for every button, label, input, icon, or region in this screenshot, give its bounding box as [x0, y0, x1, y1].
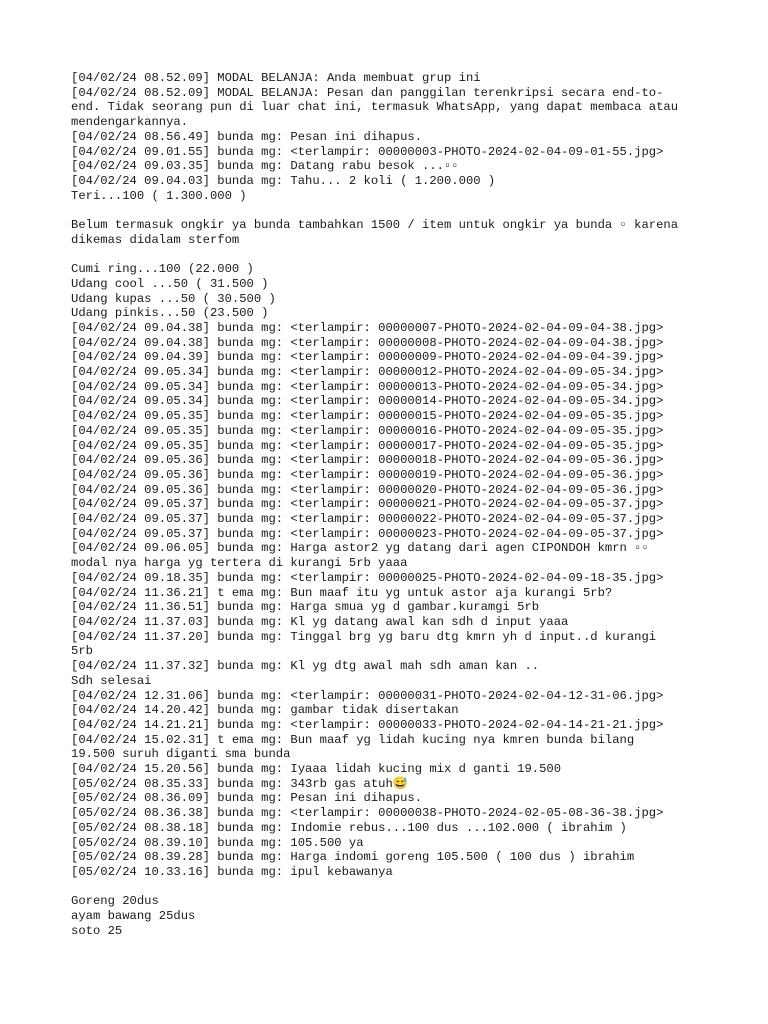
text-line: Cumi ring...100 (22.000 )	[71, 262, 254, 277]
text-line: Udang kupas ...50 ( 30.500 )	[71, 291, 276, 306]
text-line: soto 25	[71, 923, 123, 938]
text-line: [05/02/24 08.36.09] bunda mg: Pesan ini dihapus.	[71, 791, 423, 806]
text-line: [04/02/24 09.03.35] bunda mg: Datang rabu besok ...▫▫	[71, 159, 459, 174]
text-line: [05/02/24 08.38.18] bunda mg: Indomie rebus...100 dus ...102.000 ( ibrahim )	[71, 820, 627, 835]
text-line: [04/02/24 09.06.05] bunda mg: Harga astor2 yg datang dari agen CIPONDOH kmrn ▫▫	[71, 541, 649, 556]
text-line: [04/02/24 09.05.35] bunda mg: <terlampir: 00000015-PHOTO-2024-02-04-09-05-35.jpg>	[71, 409, 664, 424]
text-line: [04/02/24 09.04.38] bunda mg: <terlampir: 00000008-PHOTO-2024-02-04-09-04-38.jpg>	[71, 335, 664, 350]
text-line: [04/02/24 14.20.42] bunda mg: gambar tidak disertakan	[71, 703, 459, 718]
text-line: [04/02/24 14.21.21] bunda mg: <terlampir: 00000033-PHOTO-2024-02-04-14-21-21.jpg>	[71, 717, 664, 732]
text-line: [04/02/24 08.52.09] MODAL BELANJA: Pesan dan panggilan terenkripsi secara end-to-	[71, 85, 664, 100]
text-line: Teri...100 ( 1.300.000 )	[71, 188, 247, 203]
text-line: [04/02/24 15.20.56] bunda mg: Iyaaa lidah kucing mix d ganti 19.500	[71, 762, 562, 777]
text-line: Sdh selesai	[71, 673, 152, 688]
text-line: modal nya harga yg tertera di kurangi 5rb yaaa	[71, 556, 408, 571]
text-line: [05/02/24 08.39.10] bunda mg: 105.500 ya	[71, 835, 364, 850]
text-line: mendengarkannya.	[71, 115, 189, 130]
text-line: [04/02/24 11.37.20] bunda mg: Tinggal brg yg baru dtg kmrn yh d input..d kurangi	[71, 629, 657, 644]
text-line: [04/02/24 09.04.03] bunda mg: Tahu... 2 koli ( 1.200.000 )	[71, 173, 496, 188]
text-line: end. Tidak seorang pun di luar chat ini, termasuk WhatsApp, yang dapat membaca atau	[71, 100, 679, 115]
text-line: [04/02/24 09.05.37] bunda mg: <terlampir: 00000021-PHOTO-2024-02-04-09-05-37.jpg>	[71, 497, 664, 512]
text-line: [04/02/24 11.36.21] t ema mg: Bun maaf itu yg untuk astor aja kurangi 5rb?	[71, 585, 613, 600]
text-line: [04/02/24 09.04.38] bunda mg: <terlampir: 00000007-PHOTO-2024-02-04-09-04-38.jpg>	[71, 320, 664, 335]
text-line: [05/02/24 08.36.38] bunda mg: <terlampir: 00000038-PHOTO-2024-02-05-08-36-38.jpg>	[71, 806, 664, 821]
text-line: [04/02/24 09.01.55] bunda mg: <terlampir: 00000003-PHOTO-2024-02-04-09-01-55.jpg>	[71, 144, 664, 159]
blank-line	[71, 203, 711, 218]
text-line: [04/02/24 09.05.34] bunda mg: <terlampir: 00000012-PHOTO-2024-02-04-09-05-34.jpg>	[71, 365, 664, 380]
text-line: [04/02/24 09.05.34] bunda mg: <terlampir: 00000014-PHOTO-2024-02-04-09-05-34.jpg>	[71, 394, 664, 409]
text-line: [05/02/24 08.39.28] bunda mg: Harga indomi goreng 105.500 ( 100 dus ) ibrahim	[71, 850, 635, 865]
text-line: ayam bawang 25dus	[71, 909, 196, 924]
text-line: [04/02/24 09.05.37] bunda mg: <terlampir: 00000023-PHOTO-2024-02-04-09-05-37.jpg>	[71, 526, 664, 541]
text-line: [04/02/24 11.37.32] bunda mg: Kl yg dtg awal mah sdh aman kan ..	[71, 659, 540, 674]
text-line: [04/02/24 09.05.37] bunda mg: <terlampir: 00000022-PHOTO-2024-02-04-09-05-37.jpg>	[71, 512, 664, 527]
text-line: [04/02/24 11.36.51] bunda mg: Harga smua yg d gambar.kuramgi 5rb	[71, 600, 540, 615]
text-line: [04/02/24 09.05.35] bunda mg: <terlampir: 00000017-PHOTO-2024-02-04-09-05-35.jpg>	[71, 438, 664, 453]
text-line: 19.500 suruh diganti sma bunda	[71, 747, 291, 762]
chat-export-document	[71, 71, 711, 938]
text-line: [04/02/24 09.05.36] bunda mg: <terlampir: 00000020-PHOTO-2024-02-04-09-05-36.jpg>	[71, 482, 664, 497]
text-line: [05/02/24 10.33.16] bunda mg: ipul kebawanya	[71, 864, 393, 879]
text-line: 5rb	[71, 644, 93, 659]
text-line: [04/02/24 09.18.35] bunda mg: <terlampir: 00000025-PHOTO-2024-02-04-09-18-35.jpg>	[71, 570, 664, 585]
text-line: [04/02/24 09.05.34] bunda mg: <terlampir: 00000013-PHOTO-2024-02-04-09-05-34.jpg>	[71, 379, 664, 394]
text-line: [04/02/24 09.04.39] bunda mg: <terlampir: 00000009-PHOTO-2024-02-04-09-04-39.jpg>	[71, 350, 664, 365]
text-line: [05/02/24 08.35.33] bunda mg: 343rb gas atuh😅	[71, 776, 408, 791]
text-line: Belum termasuk ongkir ya bunda tambahkan 1500 / item untuk ongkir ya bunda ▫ karena	[71, 218, 679, 233]
text-line: [04/02/24 12.31.06] bunda mg: <terlampir: 00000031-PHOTO-2024-02-04-12-31-06.jpg>	[71, 688, 664, 703]
text-line: [04/02/24 11.37.03] bunda mg: Kl yg datang awal kan sdh d input yaaa	[71, 614, 569, 629]
text-line: [04/02/24 15.02.31] t ema mg: Bun maaf yg lidah kucing nya kmren bunda bilang	[71, 732, 635, 747]
text-line: [04/02/24 09.05.35] bunda mg: <terlampir: 00000016-PHOTO-2024-02-04-09-05-35.jpg>	[71, 423, 664, 438]
text-line: Udang cool ...50 ( 31.500 )	[71, 276, 269, 291]
text-line: Udang pinkis...50 (23.500 )	[71, 306, 269, 321]
blank-line	[71, 880, 711, 895]
text-line: [04/02/24 08.56.49] bunda mg: Pesan ini dihapus.	[71, 129, 423, 144]
text-line: Goreng 20dus	[71, 894, 159, 909]
text-line: [04/02/24 09.05.36] bunda mg: <terlampir: 00000018-PHOTO-2024-02-04-09-05-36.jpg>	[71, 453, 664, 468]
text-line: [04/02/24 08.52.09] MODAL BELANJA: Anda membuat grup ini	[71, 71, 481, 85]
blank-line	[71, 247, 711, 262]
text-line: dikemas didalam sterfom	[71, 232, 240, 247]
text-line: [04/02/24 09.05.36] bunda mg: <terlampir: 00000019-PHOTO-2024-02-04-09-05-36.jpg>	[71, 467, 664, 482]
